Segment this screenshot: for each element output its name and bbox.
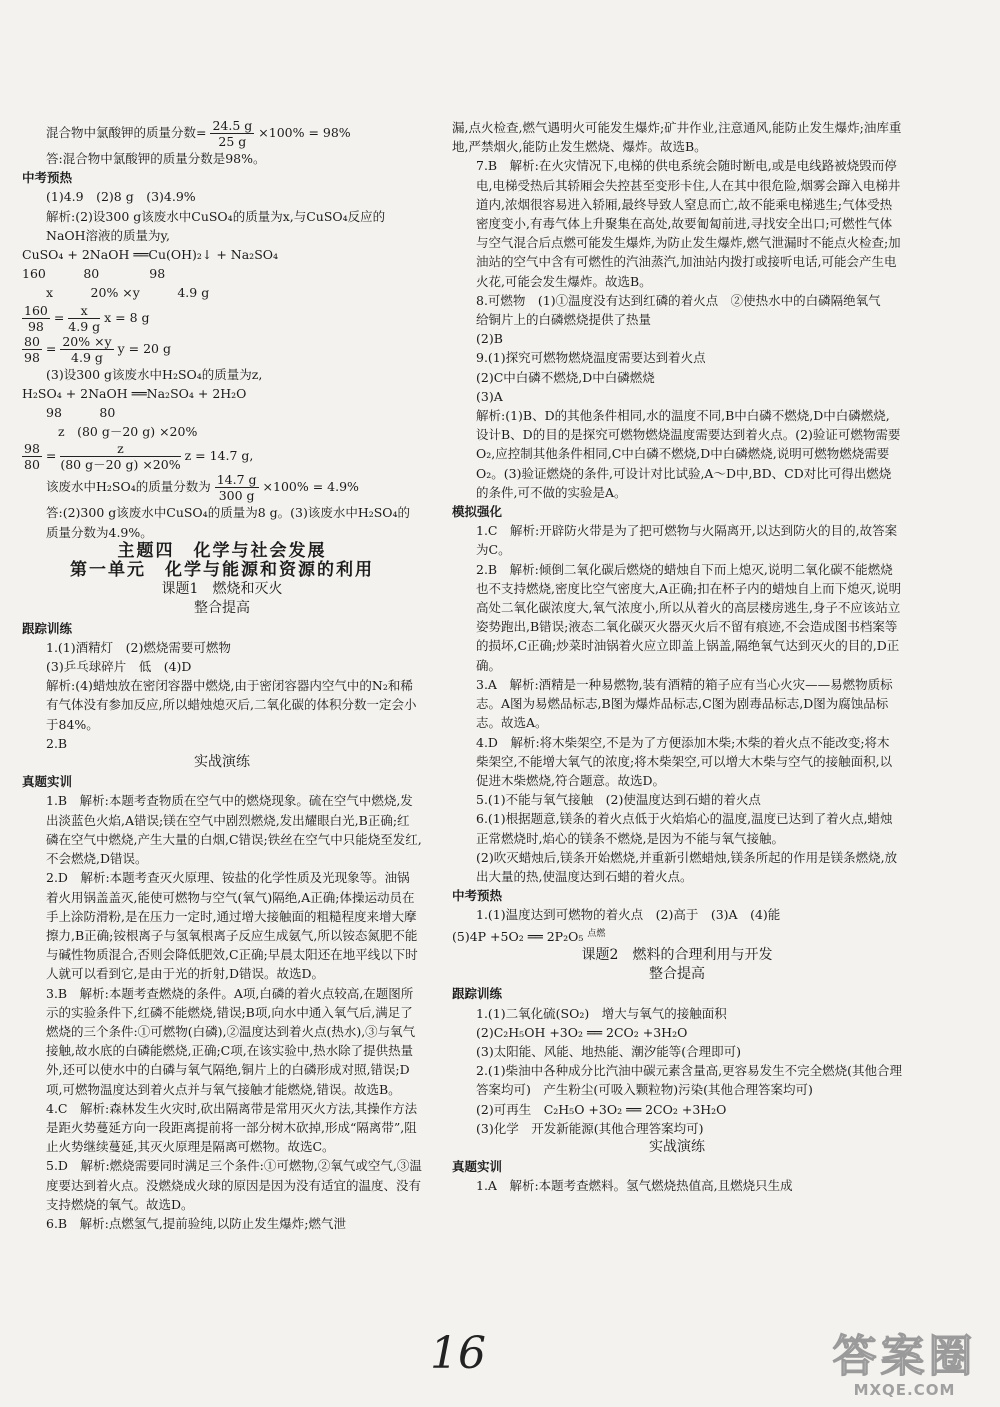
section-heading: 跟踪训练: [452, 986, 503, 1002]
text-line: (2)B: [476, 331, 503, 347]
text-paragraph: 解析:(4)蜡烛放在密闭容器中燃烧,由于密闭容器内空气中的N₂和稀有气体没有参加反应,所以蜡烛熄灭后,二氧化碳的体积分数一定会小于84%。: [46, 678, 417, 732]
text-paragraph: 解析:(1)B、D的其他条件相同,水的温度不同,B中白磷不燃烧,D中白磷燃烧,设计B、D的目的是探究可燃物燃烧温度需要达到着火点。(2)验证可燃物需要O₂,应控制其他条件相同,C中白磷不燃烧,D中白磷燃烧,说明可燃物燃烧需要O₂。(3)验证燃烧的条件,可设计对比试验,A～D中,BD、CD对比可得出燃烧的条件,可不做的实验是A。: [476, 408, 901, 500]
text-paragraph: 4.C 解析:森林发生火灾时,砍出隔离带是常用灭火方法,其操作方法是距火势蔓延方向一段距离提前将一部分树木砍掉,形成“隔离带”,阻止火势继续蔓延,其灭火原理是隔离可燃物。故选C。: [46, 1100, 418, 1155]
ratio-line: $\frac{160}{98}$ = $\frac{x}{4.9 g}$ x = 8 g: [24, 302, 150, 334]
equation: z (80 g－20 g) ×20%: [58, 424, 198, 440]
text-line: 1.(1)二氧化硫(SO₂) 增大与氧气的接触面积: [476, 1005, 727, 1021]
text-paragraph: 8.可燃物 (1)①温度没有达到红磷的着火点 ②使热水中的白磷隔绝氧气 给铜片上的白磷燃烧提供了热量: [476, 292, 894, 328]
text-line: (3)太阳能、风能、地热能、潮汐能等(合理即可): [476, 1043, 741, 1059]
text-paragraph: 2.(1)柴油中各种成分比汽油中碳元素含量高,更容易发生不完全燃烧(其他合理答案均可) 产生粉尘(可吸入颗粒物)污染(其他合理答案均可): [476, 1063, 902, 1098]
ratio-line: $\frac{98}{80}$ = $\frac{z}{(80 g-20 g) \times 20\%}$ z = 14.7 g,: [24, 441, 254, 473]
text-paragraph: 5.D 解析:燃烧需要同时满足三个条件:①可燃物,②氧气或空气,③温度要达到着火点。没燃烧成火球的原因是因为没有适宜的温度、没有支持燃烧的氧气。故选D。: [46, 1158, 422, 1212]
text-paragraph: 2.D 解析:本题考查灭火原理、铵盐的化学性质及光现象等。油锅着火用锅盖盖灭,能使可燃物与空气(氧气)隔绝,A正确;体操运动员在手上涂防滑粉,是在压力一定时,通过增大接触面的粗糙程度来增大摩擦力,B正确;铵根离子与氢氧根离子反应生成氨气,所以铵态氮肥不能与碱性物质混合,否则会降低肥效,C正确;早晨太阳还在地平线以下时人就可以看到它,是由于光的折射,D错误。故选D。: [46, 870, 418, 982]
equation: (2)C₂H₅OH +3O₂ ══ 2CO₂ +3H₂O: [476, 1024, 688, 1040]
text-line: (2)C中白磷不燃烧,D中白磷燃烧: [476, 369, 655, 385]
text-line: (1)4.9 (2)8 g (3)4.9%: [46, 189, 196, 205]
watermark-text: 答案圈: [832, 1331, 977, 1382]
page-number: 16: [430, 1328, 486, 1379]
subheading: 整合提高: [194, 600, 250, 617]
equation: (5)4P +5O₂ ══ 2P₂O₅ $^{点燃}$: [452, 928, 606, 944]
ratio-line: $\frac{80}{98}$ = $\frac{20\% \times y}{4.9 g}$ y = 20 g: [24, 333, 171, 365]
text-line: 混合物中氯酸钾的质量分数= $\frac{24.5 g}{25 g}$ ×100% = 98%: [46, 118, 351, 149]
text-paragraph: (2)吹灭蜡烛后,镁条开始燃烧,并重新引燃蜡烛,镁条所起的作用是镁条燃烧,放出大量的热,使温度达到石蜡的着火点。: [476, 849, 898, 884]
text-paragraph: 4.D 解析:将木柴架空,不是为了方便添加木柴;木柴的着火点不能改变;将木柴架空,不能增大氧气的浓度;将木柴架空,可以增大木柴与空气的接触面积,以促进木柴燃烧,符合题意。故选D。: [476, 734, 893, 788]
subheading: 实战演练: [194, 754, 250, 771]
equation: 160 80 98: [22, 266, 166, 282]
text-line: 5.(1)不能与氧气接触 (2)使温度达到石蜡的着火点: [476, 792, 761, 808]
text-paragraph: 3.B 解析:本题考查燃烧的条件。A项,白磷的着火点较高,在题图所示的实验条件下,红磷不能燃烧,错误;B项,向水中通入氧气后,满足了燃烧的三个条件:①可燃物(白磷),②温度达到着火点(热水),③与氧气接触,故水底的白磷能燃烧,正确;C项,在该实验中,热水除了提供热量外,还可以使水中的白磷与氧气隔绝,铜片上的白磷形成对照,错误;D项,可燃物温度达到着火点并与氧气接触才能燃烧,错误。故选B。: [46, 985, 416, 1097]
text-line: 答:混合物中氯酸钾的质量分数是98%。: [46, 151, 266, 166]
section-heading: 跟踪训练: [22, 620, 73, 636]
text-paragraph: 3.A 解析:酒精是一种易燃物,装有酒精的箱子应有当心火灾——易燃物质标志。A图为易燃品标志,B图为爆炸品标志,C图为剧毒品标志,D图为腐蚀品标志。故选A。: [476, 676, 893, 731]
text-paragraph: 7.B 解析:在火灾情况下,电梯的供电系统会随时断电,或是电线路被烧毁而停电,电梯受热后其轿厢会失控甚至变形卡住,人在其中很危险,烟雾会蹿入电梯井道内,浓烟很容易进入轿厢,最终导致人窒息而亡,故不能乘电梯逃生;气体受热密度变小,有毒气体上升聚集在高处,故要匍匐前进,寻找安全出口;可燃性气体与空气混合后点燃可能发生爆炸,为防止发生爆炸,燃气泄漏时不能点火检查;加油站的空气中含有可燃性的汽油蒸汽,加油站内拨打或接听电话,可能会产生电火花,可能会发生爆炸。故选B。: [476, 158, 901, 289]
text-paragraph: 解析:(2)设300 g该废水中CuSO₄的质量为x,与CuSO₄反应的NaOH溶液的质量为y,: [46, 208, 386, 243]
watermark-url: MXQE.COM: [853, 1381, 956, 1399]
left-column: [22, 118, 422, 1233]
text-line: 1.(1)温度达到可燃物的着火点 (2)高于 (3)A (4)能: [476, 907, 781, 923]
watermark-logo: [817, 1333, 992, 1403]
equation: H₂SO₄ + 2NaOH ══Na₂SO₄ + 2H₂O: [22, 385, 247, 401]
text-line: (3)设300 g该废水中H₂SO₄的质量为z,: [46, 366, 263, 382]
fraction: $\frac{24.5 g}{25 g}$: [212, 118, 253, 149]
text-line: 1.(1)酒精灯 (2)燃烧需要可燃物: [46, 639, 231, 655]
text-line: 9.(1)探究可燃物燃烧温度需要达到着火点: [476, 350, 706, 366]
lesson-heading: 课题2 燃料的合理利用与开发: [581, 946, 773, 963]
lesson-heading: 课题1 燃烧和灭火: [161, 581, 283, 598]
text-line: (3)乒乓球碎片 低 (4)D: [46, 659, 192, 675]
text-paragraph: 6.B 解析:点燃氢气,提前验纯,以防止发生爆炸;燃气泄: [46, 1215, 346, 1231]
section-heading: 真题实训: [22, 774, 73, 790]
section-heading: 中考预热: [452, 888, 503, 904]
theme-heading: 主题四 化学与社会发展: [117, 540, 327, 561]
text-line: 该废水中H₂SO₄的质量分数为 $\frac{14.7 g}{300 g}$ ×100% = 4.9%: [46, 472, 359, 504]
text-paragraph: 漏,点火检查,燃气遇明火可能发生爆炸;矿井作业,注意通风,能防止发生爆炸;油库重地,严禁烟火,能防止发生燃烧、爆炸。故选B。: [452, 120, 902, 155]
section-heading: 中考预热: [22, 170, 73, 186]
text-paragraph: 6.(1)根据题意,镁条的着火点低于火焰焰心的温度,温度已达到了着火点,蜡烛正常燃烧时,焰心的镁条不燃烧,是因为不能与氧气接触。: [476, 811, 893, 846]
text-line: 1.A 解析:本题考查燃料。氢气燃烧热值高,且燃烧只生成: [476, 1178, 793, 1194]
equation: x 20% ×y 4.9 g: [46, 285, 210, 301]
section-heading: 真题实训: [452, 1159, 503, 1175]
text-paragraph: 1.C 解析:开辟防火带是为了把可燃物与火隔离开,以达到防火的目的,故答案为C。: [476, 523, 898, 558]
subheading: 整合提高: [649, 966, 705, 983]
section-heading: 模拟强化: [452, 504, 503, 520]
equation: (2)可再生 C₂H₅O +3O₂ ══ 2CO₂ +3H₂O: [476, 1101, 727, 1117]
equation: 98 80: [46, 405, 116, 421]
text-paragraph: 1.B 解析:本题考查物质在空气中的燃烧现象。硫在空气中燃烧,发出淡蓝色火焰,A错误;镁在空气中剧烈燃烧,发出耀眼白光,B正确;红磷在空气中燃烧,产生大量的白烟,C错误;铁丝在空气中只能烧至发红,不会燃烧,D错误。: [46, 793, 422, 867]
text-paragraph: 2.B 解析:倾倒二氧化碳后燃烧的蜡烛自下而上熄灭,说明二氧化碳不能燃烧也不支持燃烧,密度比空气密度大,A正确;扣在杯子内的蜡烛自上而下熄灭,说明高处二氧化碳浓度大,氧气浓度小,所以从着火的高层楼房逃生,身子不应该站立姿势跑出,B错误;液态二氧化碳灭火器灭火后不留有痕迹,不会造成图书档案等的损坏,C正确;炒菜时油锅着火应立即盖上锅盖,隔绝氧气达到灭火的目的,D正确。: [476, 561, 902, 673]
text-paragraph: 答:(2)300 g该废水中CuSO₄的质量为8 g。(3)该废水中H₂SO₄的质量分数为4.9%。: [46, 505, 411, 540]
text-line: (3)A: [476, 388, 503, 404]
text-line: (3)化学 开发新能源(其他合理答案均可): [476, 1120, 704, 1136]
subheading: 实战演练: [649, 1138, 705, 1155]
right-column: [452, 118, 902, 1196]
equation: CuSO₄ + 2NaOH ══Cu(OH)₂↓ + Na₂SO₄: [22, 247, 279, 263]
text-line: 2.B: [46, 735, 68, 751]
unit-heading: 第一单元 化学与能源和资源的利用: [70, 560, 374, 581]
